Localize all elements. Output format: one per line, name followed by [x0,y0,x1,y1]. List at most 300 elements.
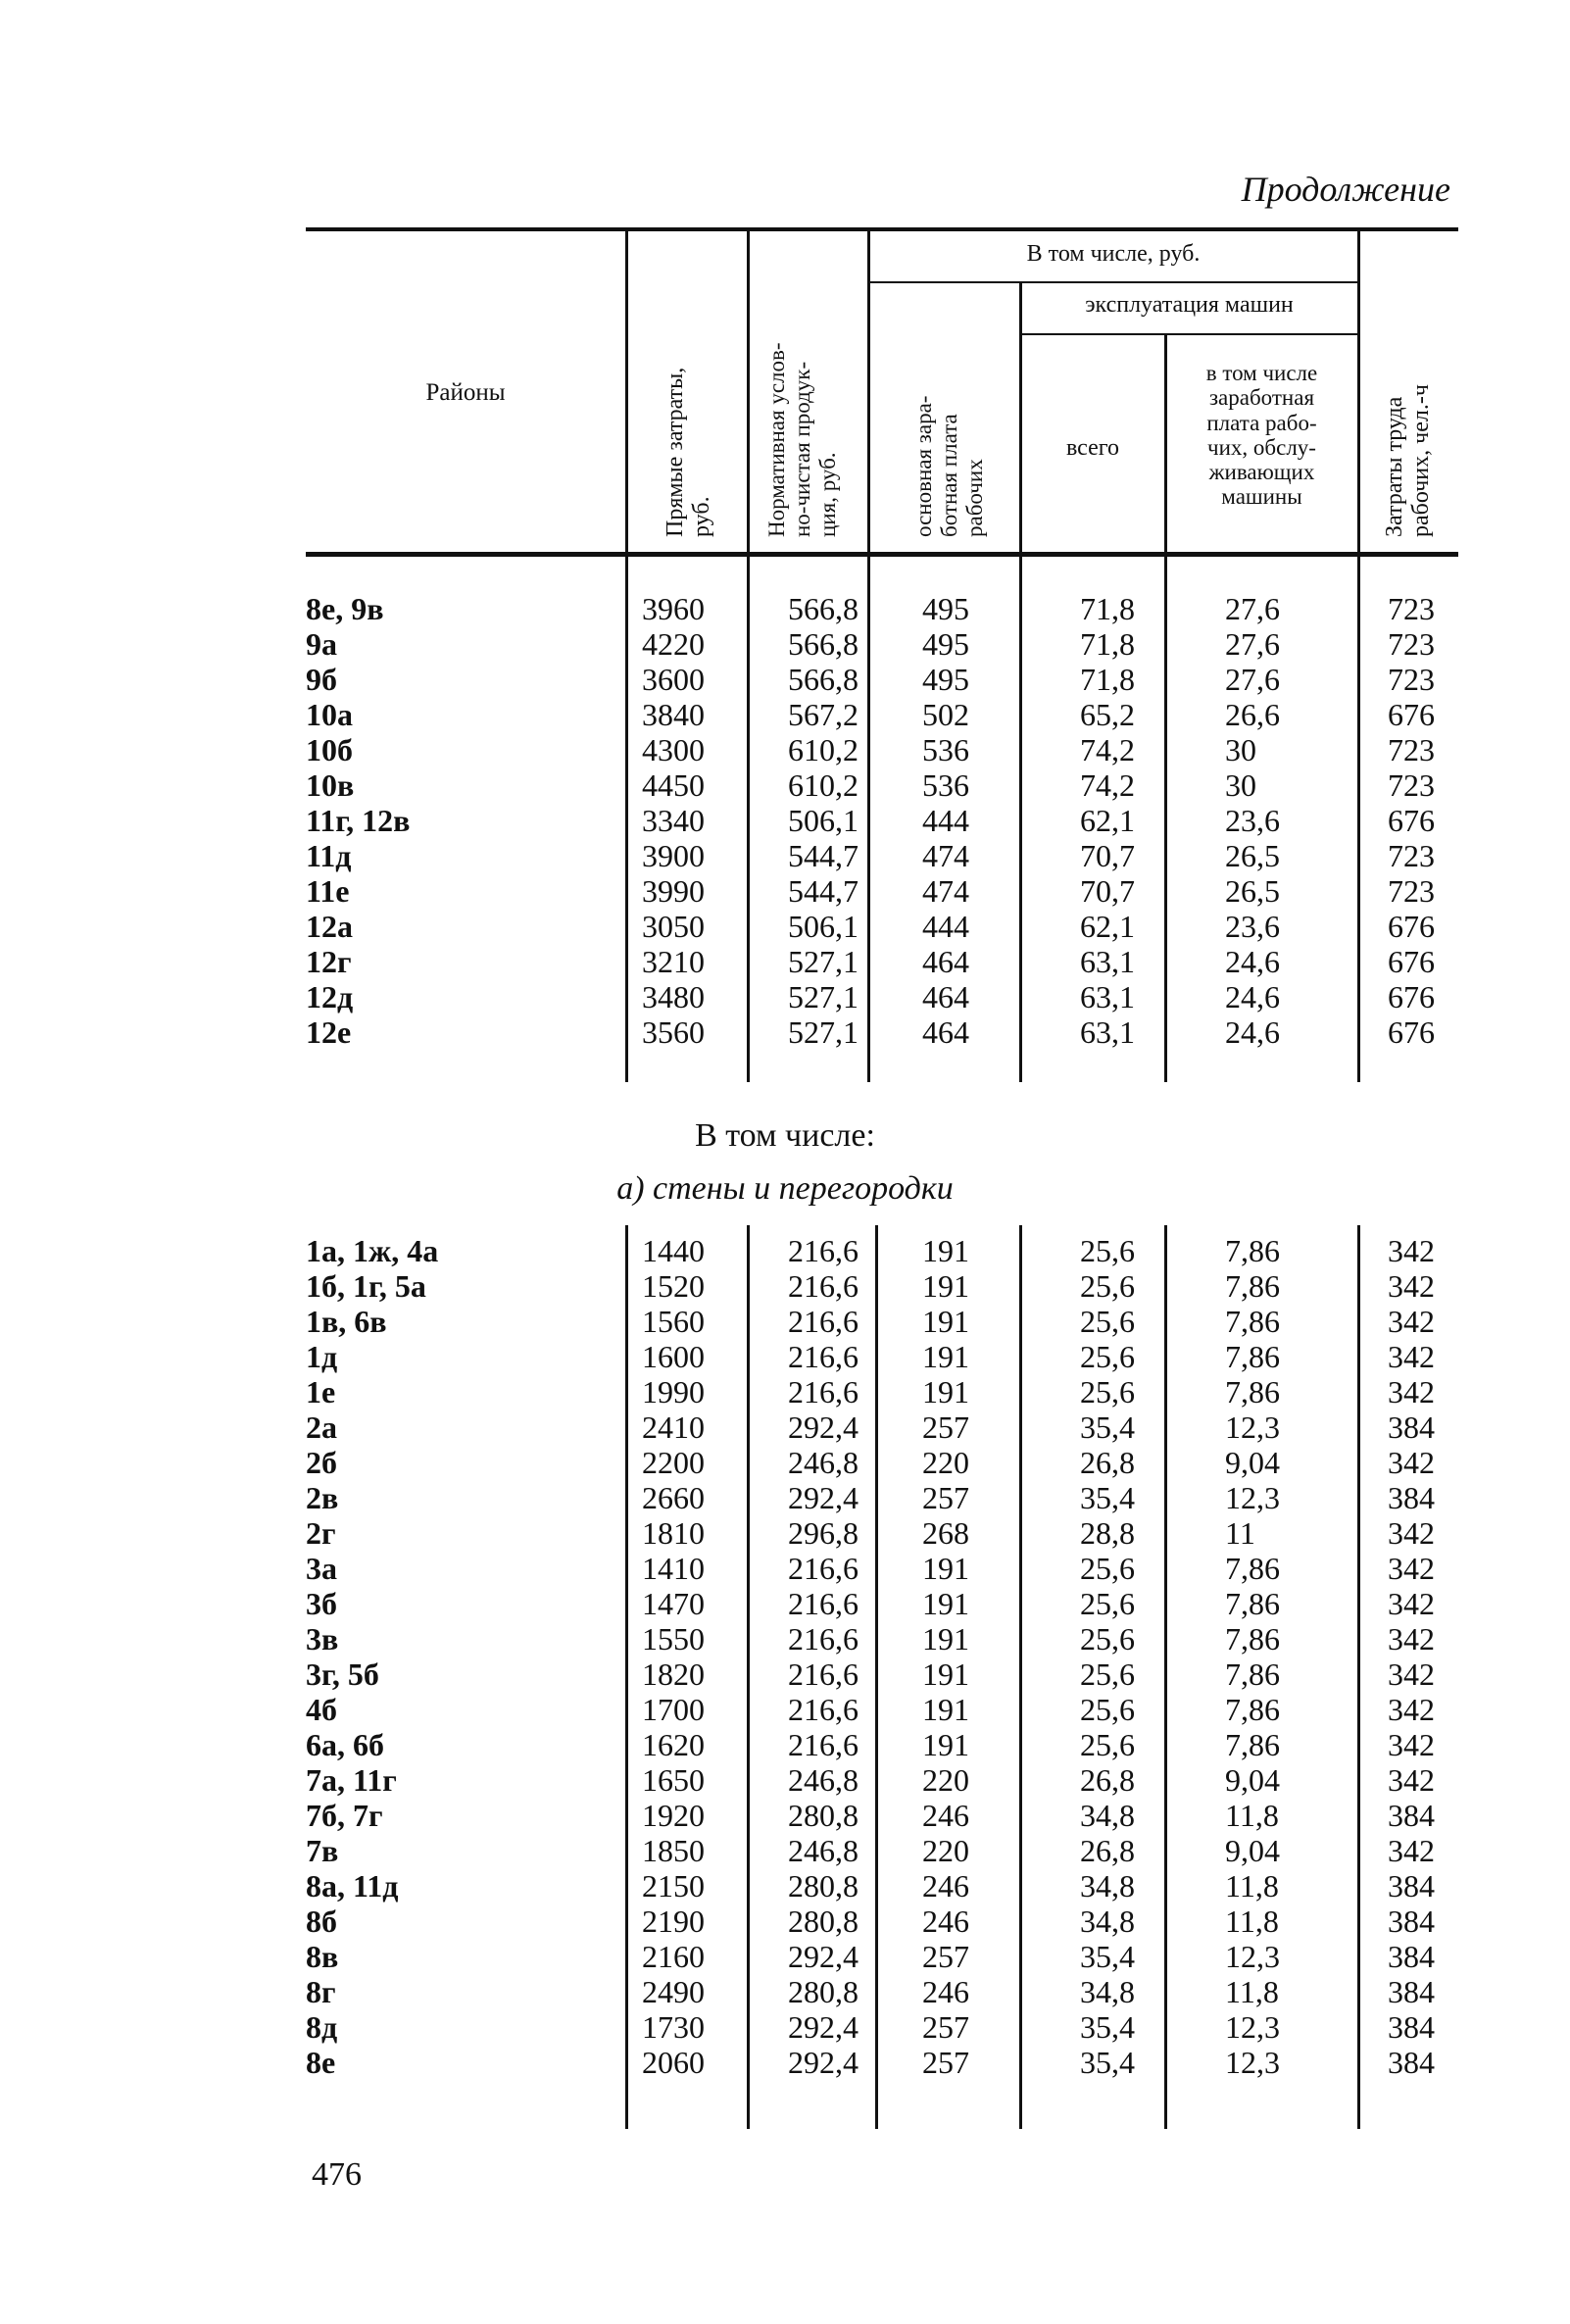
cell-base-wage: 191 [922,1656,969,1692]
cell-labor-hours: 723 [1388,732,1435,767]
table-row [0,662,1570,697]
cell-normative-product: 566,8 [788,591,859,626]
cell-base-wage: 191 [922,1551,969,1586]
cell-machine-total: 35,4 [1080,2045,1135,2080]
table-row [0,1974,1570,2009]
cell-normative-product: 216,6 [788,1268,859,1304]
cell-machine-wage: 11 [1225,1515,1255,1551]
cell-machine-total: 71,8 [1080,662,1135,697]
cell-region: 8г [306,1974,336,2009]
cell-machine-total: 74,2 [1080,732,1135,767]
header-divider [747,231,750,552]
cell-normative-product: 610,2 [788,767,859,803]
cell-machine-wage: 12,3 [1225,1480,1280,1515]
cell-machine-total: 25,6 [1080,1586,1135,1621]
cell-base-wage: 268 [922,1515,969,1551]
cell-base-wage: 246 [922,1868,969,1904]
cell-base-wage: 191 [922,1374,969,1409]
cell-direct-costs: 1990 [642,1374,705,1409]
table-walls [0,1233,1570,2080]
cell-region: 8а, 11д [306,1868,399,1904]
cell-machine-wage: 30 [1225,767,1256,803]
cell-direct-costs: 3600 [642,662,705,697]
cell-labor-hours: 342 [1388,1445,1435,1480]
header-zatraty-truda: Затраты труда рабочих, чел.-ч [1382,384,1434,537]
cell-machine-total: 25,6 [1080,1339,1135,1374]
cell-normative-product: 292,4 [788,1939,859,1974]
cell-labor-hours: 384 [1388,2045,1435,2080]
cell-machine-total: 63,1 [1080,979,1135,1014]
cell-direct-costs: 1730 [642,2009,705,2045]
cell-base-wage: 257 [922,1480,969,1515]
table-row [0,1692,1570,1727]
cell-normative-product: 566,8 [788,662,859,697]
cell-labor-hours: 676 [1388,944,1435,979]
table-row [0,1268,1570,1304]
cell-base-wage: 191 [922,1268,969,1304]
cell-direct-costs: 1620 [642,1727,705,1762]
cell-normative-product: 216,6 [788,1692,859,1727]
header-pryamye: Прямые затраты, руб. [662,367,714,537]
cell-direct-costs: 3210 [642,944,705,979]
cell-region: 10а [306,697,353,732]
cell-machine-total: 63,1 [1080,944,1135,979]
cell-machine-total: 63,1 [1080,1014,1135,1050]
cell-machine-total: 25,6 [1080,1727,1135,1762]
header-v-tom-chisle: В том числе, руб. [1026,241,1201,267]
cell-direct-costs: 2410 [642,1409,705,1445]
cell-region: 8е, 9в [306,591,384,626]
cell-direct-costs: 3560 [642,1014,705,1050]
cell-normative-product: 527,1 [788,979,859,1014]
cell-normative-product: 246,8 [788,1762,859,1798]
section-label: В том числе: [695,1117,875,1154]
cell-region: 1б, 1г, 5а [306,1268,426,1304]
cell-direct-costs: 2490 [642,1974,705,2009]
cell-region: 8б [306,1904,337,1939]
cell-labor-hours: 723 [1388,767,1435,803]
cell-direct-costs: 1920 [642,1798,705,1833]
cell-machine-wage: 7,86 [1225,1268,1280,1304]
table-row [0,1409,1570,1445]
cell-machine-wage: 27,6 [1225,591,1280,626]
cell-machine-total: 25,6 [1080,1268,1135,1304]
cell-machine-total: 34,8 [1080,1798,1135,1833]
cell-region: 11д [306,838,352,873]
cell-machine-wage: 11,8 [1225,1904,1279,1939]
cell-labor-hours: 676 [1388,979,1435,1014]
cell-base-wage: 191 [922,1727,969,1762]
cell-direct-costs: 3480 [642,979,705,1014]
cell-base-wage: 191 [922,1586,969,1621]
cell-machine-wage: 7,86 [1225,1692,1280,1727]
cell-normative-product: 216,6 [788,1304,859,1339]
continuation-label: Продолжение [1241,170,1450,209]
cell-base-wage: 191 [922,1339,969,1374]
table-row [0,2045,1570,2080]
cell-region: 1в, 6в [306,1304,387,1339]
cell-base-wage: 464 [922,1014,969,1050]
cell-direct-costs: 1600 [642,1339,705,1374]
cell-region: 7б, 7г [306,1798,383,1833]
table-row [0,909,1570,944]
cell-normative-product: 610,2 [788,732,859,767]
cell-labor-hours: 342 [1388,1762,1435,1798]
cell-normative-product: 216,6 [788,1586,859,1621]
cell-base-wage: 464 [922,944,969,979]
cell-base-wage: 220 [922,1762,969,1798]
cell-direct-costs: 1470 [642,1586,705,1621]
cell-machine-wage: 7,86 [1225,1656,1280,1692]
cell-region: 1д [306,1339,338,1374]
cell-normative-product: 506,1 [788,803,859,838]
cell-labor-hours: 723 [1388,626,1435,662]
cell-machine-total: 71,8 [1080,626,1135,662]
header-ekspluataciya: эксплуатация машин [1085,292,1294,318]
cell-machine-wage: 23,6 [1225,909,1280,944]
cell-machine-wage: 11,8 [1225,1868,1279,1904]
cell-normative-product: 292,4 [788,1480,859,1515]
cell-region: 4б [306,1692,337,1727]
cell-region: 12е [306,1014,352,1050]
cell-direct-costs: 2660 [642,1480,705,1515]
cell-base-wage: 191 [922,1621,969,1656]
cell-base-wage: 536 [922,732,969,767]
cell-normative-product: 506,1 [788,909,859,944]
subsection-label: а) стены и перегородки [616,1170,954,1207]
cell-direct-costs: 1410 [642,1551,705,1586]
cell-direct-costs: 3840 [642,697,705,732]
cell-base-wage: 495 [922,591,969,626]
cell-region: 7в [306,1833,339,1868]
cell-machine-total: 34,8 [1080,1974,1135,2009]
cell-normative-product: 246,8 [788,1833,859,1868]
cell-direct-costs: 1440 [642,1233,705,1268]
table-row [0,732,1570,767]
cell-normative-product: 280,8 [788,1904,859,1939]
table-main [0,591,1570,1050]
header-span-rule [1021,333,1357,335]
cell-region: 11г, 12в [306,803,411,838]
cell-region: 3в [306,1621,339,1656]
table-top-rule [306,227,1458,231]
cell-region: 2в [306,1480,339,1515]
header-rayony: Районы [425,379,506,406]
cell-direct-costs: 4300 [642,732,705,767]
header-zp-mashin: в том числе заработная плата рабо- чих, обслу- живающих машины [1205,361,1318,510]
cell-direct-costs: 4450 [642,767,705,803]
cell-region: 7а, 11г [306,1762,397,1798]
cell-labor-hours: 723 [1388,591,1435,626]
header-divider [1357,231,1360,552]
cell-base-wage: 246 [922,1798,969,1833]
cell-base-wage: 257 [922,2045,969,2080]
cell-machine-total: 34,8 [1080,1904,1135,1939]
table-row [0,1551,1570,1586]
cell-direct-costs: 2150 [642,1868,705,1904]
cell-base-wage: 246 [922,1974,969,2009]
cell-machine-wage: 27,6 [1225,626,1280,662]
cell-labor-hours: 723 [1388,838,1435,873]
table-row [0,944,1570,979]
cell-normative-product: 292,4 [788,1409,859,1445]
table-row [0,1904,1570,1939]
cell-machine-total: 62,1 [1080,909,1135,944]
cell-region: 12г [306,944,352,979]
cell-base-wage: 444 [922,909,969,944]
cell-base-wage: 246 [922,1904,969,1939]
cell-machine-total: 26,8 [1080,1833,1135,1868]
cell-labor-hours: 723 [1388,662,1435,697]
cell-normative-product: 567,2 [788,697,859,732]
table-row [0,2009,1570,2045]
cell-machine-wage: 7,86 [1225,1727,1280,1762]
cell-machine-wage: 9,04 [1225,1445,1280,1480]
cell-normative-product: 216,6 [788,1374,859,1409]
table-row [0,1304,1570,1339]
cell-direct-costs: 1550 [642,1621,705,1656]
cell-direct-costs: 4220 [642,626,705,662]
cell-machine-total: 35,4 [1080,2009,1135,2045]
header-osnovnaya: основная зара- ботная плата рабочих [911,395,987,537]
cell-direct-costs: 3900 [642,838,705,873]
cell-machine-total: 26,8 [1080,1762,1135,1798]
cell-region: 10б [306,732,353,767]
cell-labor-hours: 384 [1388,1409,1435,1445]
cell-normative-product: 216,6 [788,1656,859,1692]
table-row [0,1868,1570,1904]
cell-labor-hours: 342 [1388,1692,1435,1727]
cell-machine-wage: 27,6 [1225,662,1280,697]
cell-machine-wage: 24,6 [1225,1014,1280,1050]
header-span-rule [869,281,1357,283]
cell-machine-wage: 26,5 [1225,838,1280,873]
table-row [0,1656,1570,1692]
cell-labor-hours: 723 [1388,873,1435,909]
cell-region: 2г [306,1515,336,1551]
table-row [0,1445,1570,1480]
cell-normative-product: 544,7 [788,873,859,909]
cell-machine-wage: 12,3 [1225,2009,1280,2045]
table-row [0,873,1570,909]
table-row [0,591,1570,626]
cell-normative-product: 292,4 [788,2009,859,2045]
cell-region: 8д [306,2009,338,2045]
cell-base-wage: 464 [922,979,969,1014]
cell-direct-costs: 1520 [642,1268,705,1304]
cell-labor-hours: 342 [1388,1656,1435,1692]
cell-base-wage: 257 [922,1939,969,1974]
table-row [0,803,1570,838]
header-bottom-rule [306,552,1458,557]
cell-normative-product: 527,1 [788,944,859,979]
cell-direct-costs: 1810 [642,1515,705,1551]
cell-direct-costs: 3960 [642,591,705,626]
cell-direct-costs: 1700 [642,1692,705,1727]
table-row [0,1014,1570,1050]
cell-direct-costs: 2190 [642,1904,705,1939]
cell-base-wage: 474 [922,838,969,873]
cell-machine-wage: 24,6 [1225,944,1280,979]
cell-labor-hours: 342 [1388,1586,1435,1621]
cell-region: 2а [306,1409,337,1445]
cell-machine-wage: 7,86 [1225,1586,1280,1621]
cell-direct-costs: 2200 [642,1445,705,1480]
cell-machine-wage: 11,8 [1225,1974,1279,2009]
table-row [0,1233,1570,1268]
cell-region: 12а [306,909,353,944]
cell-region: 8в [306,1939,339,1974]
cell-labor-hours: 342 [1388,1233,1435,1268]
cell-normative-product: 216,6 [788,1551,859,1586]
cell-region: 1е [306,1374,336,1409]
cell-normative-product: 280,8 [788,1798,859,1833]
cell-machine-wage: 12,3 [1225,2045,1280,2080]
header-divider [867,231,870,552]
cell-machine-wage: 30 [1225,732,1256,767]
cell-labor-hours: 384 [1388,1868,1435,1904]
cell-labor-hours: 676 [1388,697,1435,732]
cell-labor-hours: 342 [1388,1727,1435,1762]
cell-labor-hours: 342 [1388,1515,1435,1551]
table-row [0,1939,1570,1974]
cell-machine-total: 25,6 [1080,1551,1135,1586]
cell-labor-hours: 342 [1388,1339,1435,1374]
cell-machine-wage: 7,86 [1225,1339,1280,1374]
cell-direct-costs: 3990 [642,873,705,909]
cell-machine-wage: 9,04 [1225,1762,1280,1798]
table-row [0,1339,1570,1374]
cell-machine-wage: 7,86 [1225,1304,1280,1339]
cell-direct-costs: 2160 [642,1939,705,1974]
cell-machine-total: 35,4 [1080,1409,1135,1445]
cell-machine-wage: 23,6 [1225,803,1280,838]
cell-machine-wage: 7,86 [1225,1551,1280,1586]
cell-base-wage: 191 [922,1233,969,1268]
cell-region: 9б [306,662,337,697]
table-row [0,1480,1570,1515]
cell-machine-total: 25,6 [1080,1374,1135,1409]
cell-machine-total: 70,7 [1080,873,1135,909]
cell-labor-hours: 342 [1388,1551,1435,1586]
cell-machine-total: 25,6 [1080,1233,1135,1268]
cell-base-wage: 220 [922,1445,969,1480]
cell-direct-costs: 3050 [642,909,705,944]
cell-base-wage: 502 [922,697,969,732]
cell-machine-total: 62,1 [1080,803,1135,838]
cell-machine-total: 34,8 [1080,1868,1135,1904]
header-divider [625,231,628,552]
table-row [0,626,1570,662]
cell-normative-product: 216,6 [788,1339,859,1374]
header-divider [1019,281,1022,552]
cell-machine-wage: 9,04 [1225,1833,1280,1868]
cell-machine-total: 25,6 [1080,1621,1135,1656]
cell-labor-hours: 342 [1388,1374,1435,1409]
cell-region: 3а [306,1551,337,1586]
cell-labor-hours: 384 [1388,2009,1435,2045]
cell-labor-hours: 384 [1388,1974,1435,2009]
cell-machine-total: 35,4 [1080,1939,1135,1974]
table-row [0,1621,1570,1656]
cell-base-wage: 220 [922,1833,969,1868]
cell-direct-costs: 1850 [642,1833,705,1868]
cell-base-wage: 191 [922,1304,969,1339]
cell-machine-wage: 26,6 [1225,697,1280,732]
cell-region: 2б [306,1445,337,1480]
cell-labor-hours: 384 [1388,1939,1435,1974]
cell-labor-hours: 342 [1388,1304,1435,1339]
cell-normative-product: 292,4 [788,2045,859,2080]
cell-machine-total: 25,6 [1080,1656,1135,1692]
cell-machine-wage: 7,86 [1225,1374,1280,1409]
cell-normative-product: 296,8 [788,1515,859,1551]
cell-machine-total: 70,7 [1080,838,1135,873]
cell-direct-costs: 1650 [642,1762,705,1798]
cell-normative-product: 216,6 [788,1727,859,1762]
cell-labor-hours: 676 [1388,1014,1435,1050]
cell-machine-wage: 7,86 [1225,1621,1280,1656]
cell-region: 10в [306,767,355,803]
cell-normative-product: 527,1 [788,1014,859,1050]
cell-machine-wage: 7,86 [1225,1233,1280,1268]
cell-region: 9а [306,626,337,662]
page-number: 476 [312,2156,362,2193]
table-row [0,767,1570,803]
cell-labor-hours: 676 [1388,803,1435,838]
cell-labor-hours: 384 [1388,1480,1435,1515]
cell-base-wage: 495 [922,662,969,697]
cell-machine-total: 25,6 [1080,1304,1135,1339]
cell-base-wage: 474 [922,873,969,909]
cell-region: 8е [306,2045,336,2080]
cell-machine-total: 28,8 [1080,1515,1135,1551]
cell-region: 3б [306,1586,337,1621]
cell-normative-product: 566,8 [788,626,859,662]
cell-normative-product: 280,8 [788,1974,859,2009]
cell-normative-product: 246,8 [788,1445,859,1480]
cell-base-wage: 444 [922,803,969,838]
cell-machine-wage: 12,3 [1225,1409,1280,1445]
cell-machine-total: 25,6 [1080,1692,1135,1727]
cell-normative-product: 280,8 [788,1868,859,1904]
cell-machine-total: 74,2 [1080,767,1135,803]
cell-machine-wage: 12,3 [1225,1939,1280,1974]
cell-region: 3г, 5б [306,1656,379,1692]
table-row [0,979,1570,1014]
table-row [0,1727,1570,1762]
table-row [0,1762,1570,1798]
cell-base-wage: 495 [922,626,969,662]
cell-base-wage: 257 [922,1409,969,1445]
table-row [0,1586,1570,1621]
cell-base-wage: 191 [922,1692,969,1727]
cell-direct-costs: 3340 [642,803,705,838]
table-row [0,1515,1570,1551]
cell-machine-total: 35,4 [1080,1480,1135,1515]
cell-labor-hours: 342 [1388,1268,1435,1304]
cell-base-wage: 257 [922,2009,969,2045]
cell-normative-product: 544,7 [788,838,859,873]
table-row [0,1833,1570,1868]
header-vsego: всего [1065,435,1120,461]
cell-region: 1а, 1ж, 4а [306,1233,439,1268]
cell-direct-costs: 2060 [642,2045,705,2080]
cell-region: 12д [306,979,354,1014]
cell-direct-costs: 1560 [642,1304,705,1339]
table-row [0,697,1570,732]
cell-normative-product: 216,6 [788,1233,859,1268]
